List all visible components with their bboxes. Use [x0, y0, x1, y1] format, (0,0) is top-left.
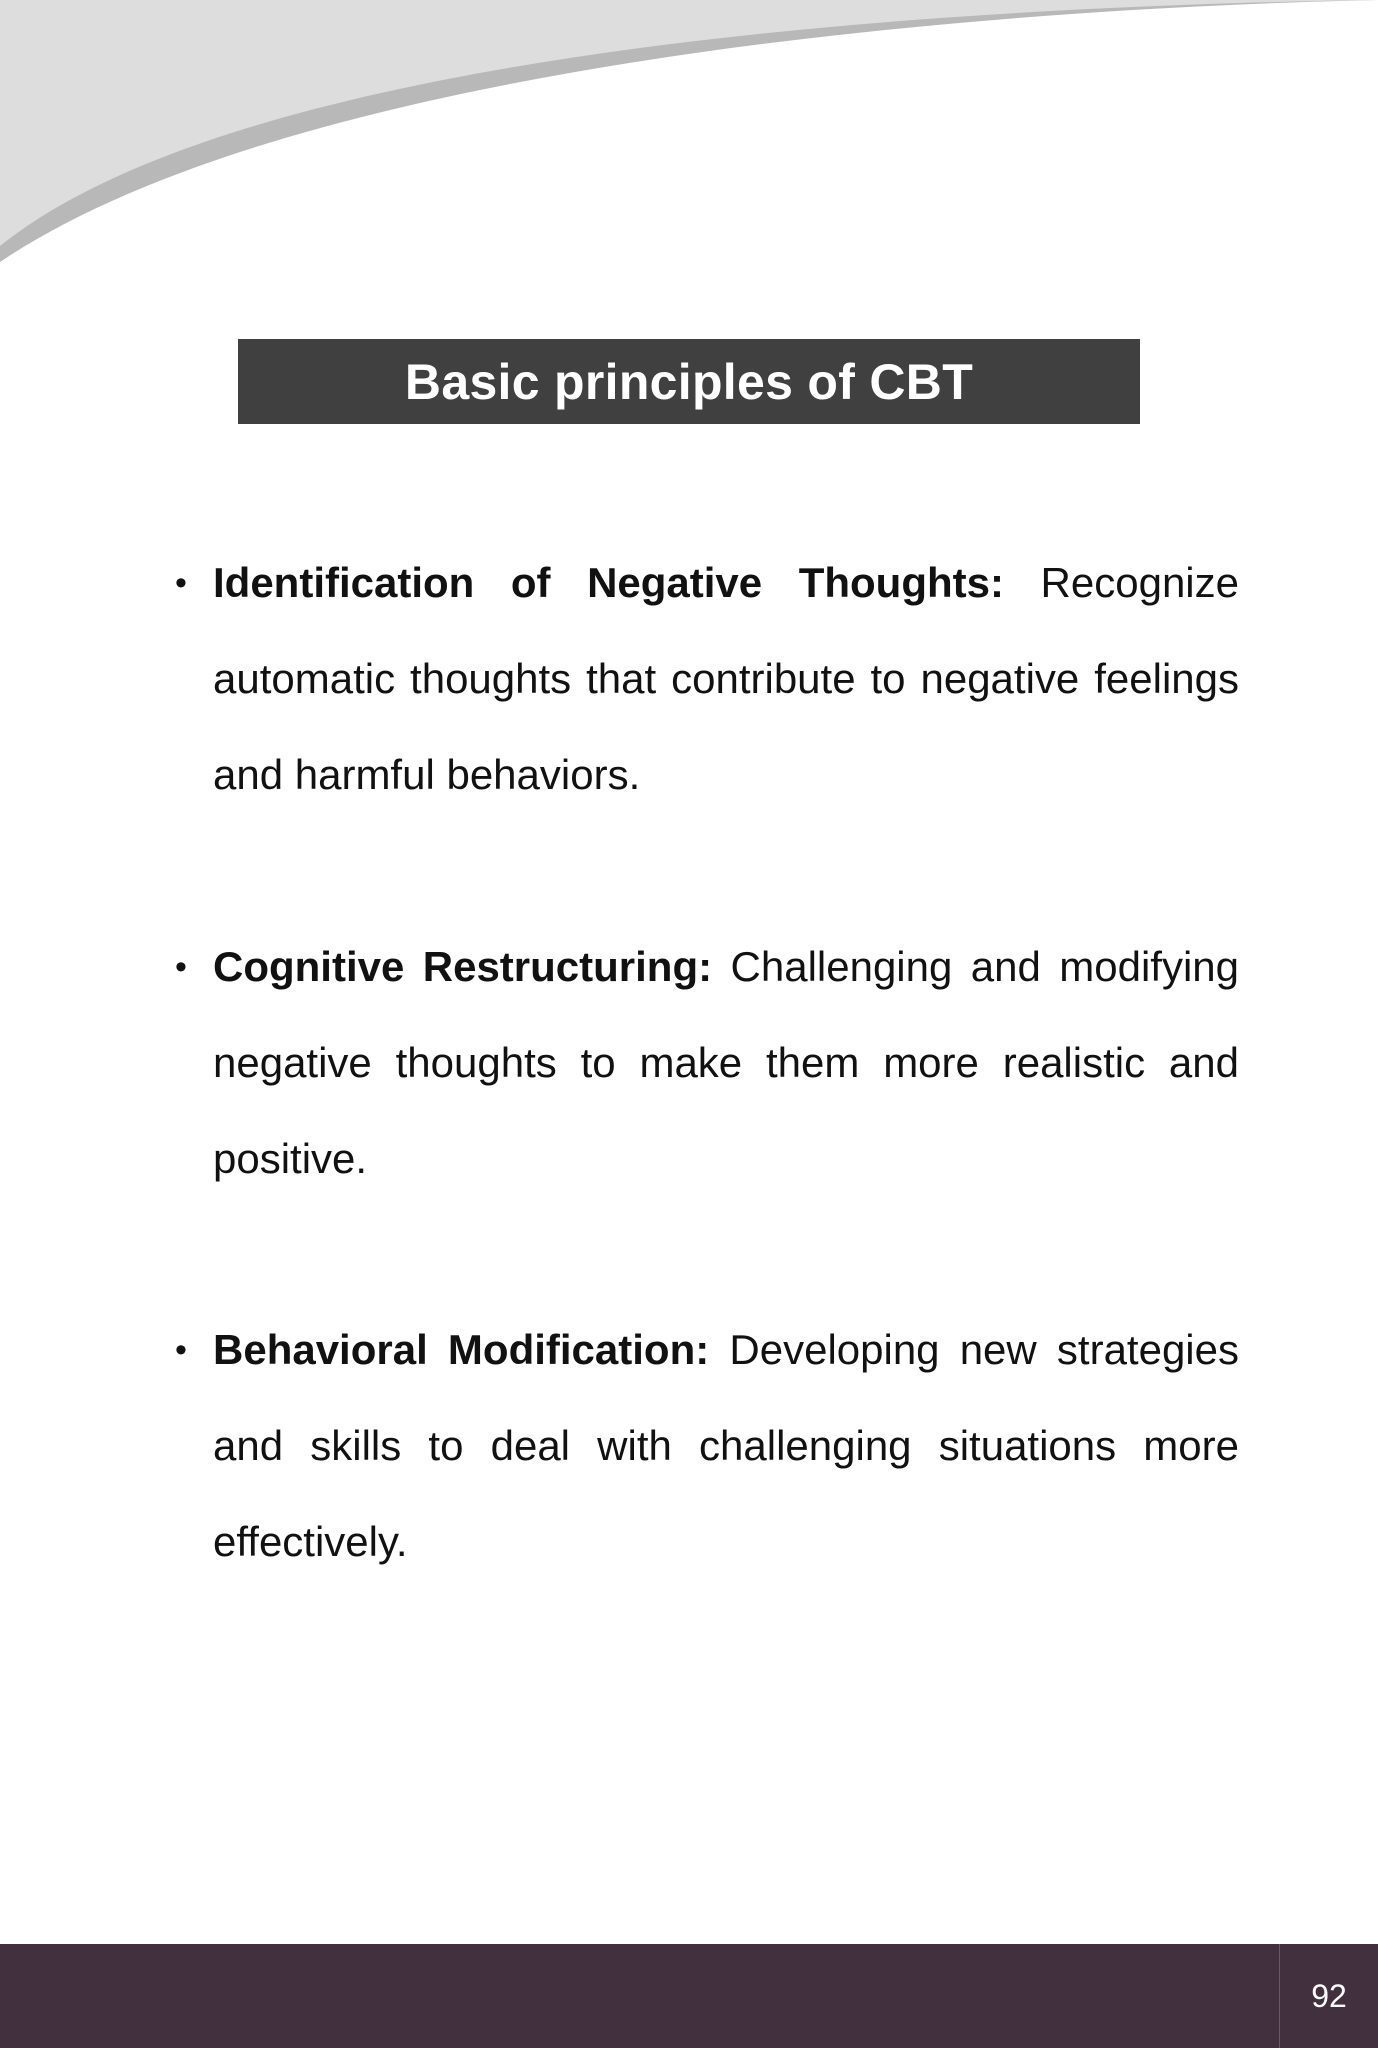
decorative-header-swoosh [0, 0, 1378, 300]
page-number-box [1279, 1944, 1378, 2048]
page-title: Basic principles of CBT [404, 353, 974, 410]
principle-term: Cognitive Restructuring: [213, 943, 713, 990]
footer-bar [0, 1944, 1378, 2048]
page-number: 92 [1311, 1977, 1347, 2014]
principle-description: Challenging and modifying negative thoughts to make them more realistic and positive. [213, 943, 1239, 1182]
list-item [213, 919, 1239, 1207]
principle-description: Recognize automatic thoughts that contribute to negative feelings and harmful behaviors. [213, 559, 1239, 798]
list-item [213, 1302, 1239, 1590]
title-banner [238, 339, 1140, 424]
list-item [213, 535, 1239, 823]
principle-description: Developing new strategies and skills to deal with challenging situations more effectively. [213, 1326, 1240, 1565]
principle-term: Identification of Negative Thoughts: [213, 559, 1004, 606]
principle-term: Behavioral Modification: [213, 1326, 710, 1373]
